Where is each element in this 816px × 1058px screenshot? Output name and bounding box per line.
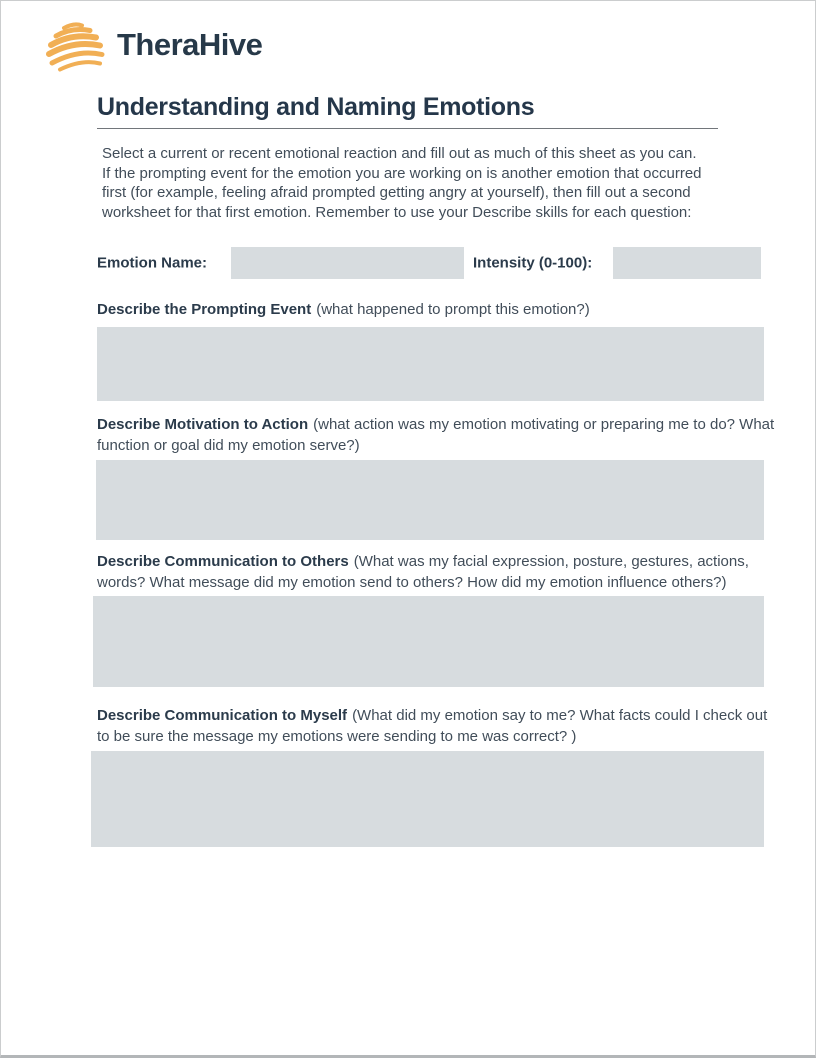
- communication-to-others-input[interactable]: [93, 596, 764, 687]
- section-heading-prompting-event: [97, 299, 777, 321]
- communication-to-myself-input[interactable]: [91, 751, 764, 847]
- section-hint-motivation: (what action was my emotion motivating or preparing me to do? What function or goal did my emotion serve?): [97, 415, 775, 454]
- section-label-prompting-event: Describe the Prompting Event: [97, 301, 312, 318]
- emotion-name-input[interactable]: [231, 247, 464, 279]
- motivation-to-action-input[interactable]: [96, 460, 764, 540]
- prompting-event-input[interactable]: [97, 327, 764, 401]
- section-label-motivation: Describe Motivation to Action: [97, 415, 309, 433]
- section-heading-communication-myself: [97, 705, 777, 748]
- section-label-communication-myself: Describe Communication to Myself: [97, 706, 348, 724]
- intro-text: Select a current or recent emotional reaction and fill out as much of this sheet as you can. If the prompting event for the emotion you are working on is another emotion that occurred first (for example, feeling afraid prompted getting angry at yourself), then fill out a second worksheet for that first emotion. Remember to use your Describe skills for each question:: [102, 145, 702, 221]
- worksheet-content: [97, 93, 775, 847]
- brand-header: [1, 1, 815, 73]
- title-divider: [97, 128, 718, 129]
- emotion-fields-row: [97, 247, 764, 279]
- intensity-input[interactable]: [613, 247, 761, 279]
- section-heading-communication-others: [97, 551, 777, 594]
- page-title: Understanding and Naming Emotions: [97, 93, 535, 121]
- intensity-label: Intensity (0-100):: [473, 254, 593, 272]
- section-hint-communication-myself: (What did my emotion say to me? What facts could I check out to be sure the message my emotions were sending to me was correct? ): [97, 706, 768, 745]
- therahive-logo-icon: [41, 18, 107, 72]
- section-heading-motivation: [97, 414, 777, 457]
- section-hint-communication-others: (What was my facial expression, posture, gestures, actions, words? What message did my emotion send to others? How did my emotion influence others?): [97, 552, 749, 591]
- emotion-name-label: Emotion Name:: [97, 254, 208, 272]
- brand-name: TheraHive: [117, 27, 263, 62]
- section-label-communication-others: Describe Communication to Others: [97, 552, 349, 570]
- section-hint-prompting-event: (what happened to prompt this emotion?): [316, 301, 590, 318]
